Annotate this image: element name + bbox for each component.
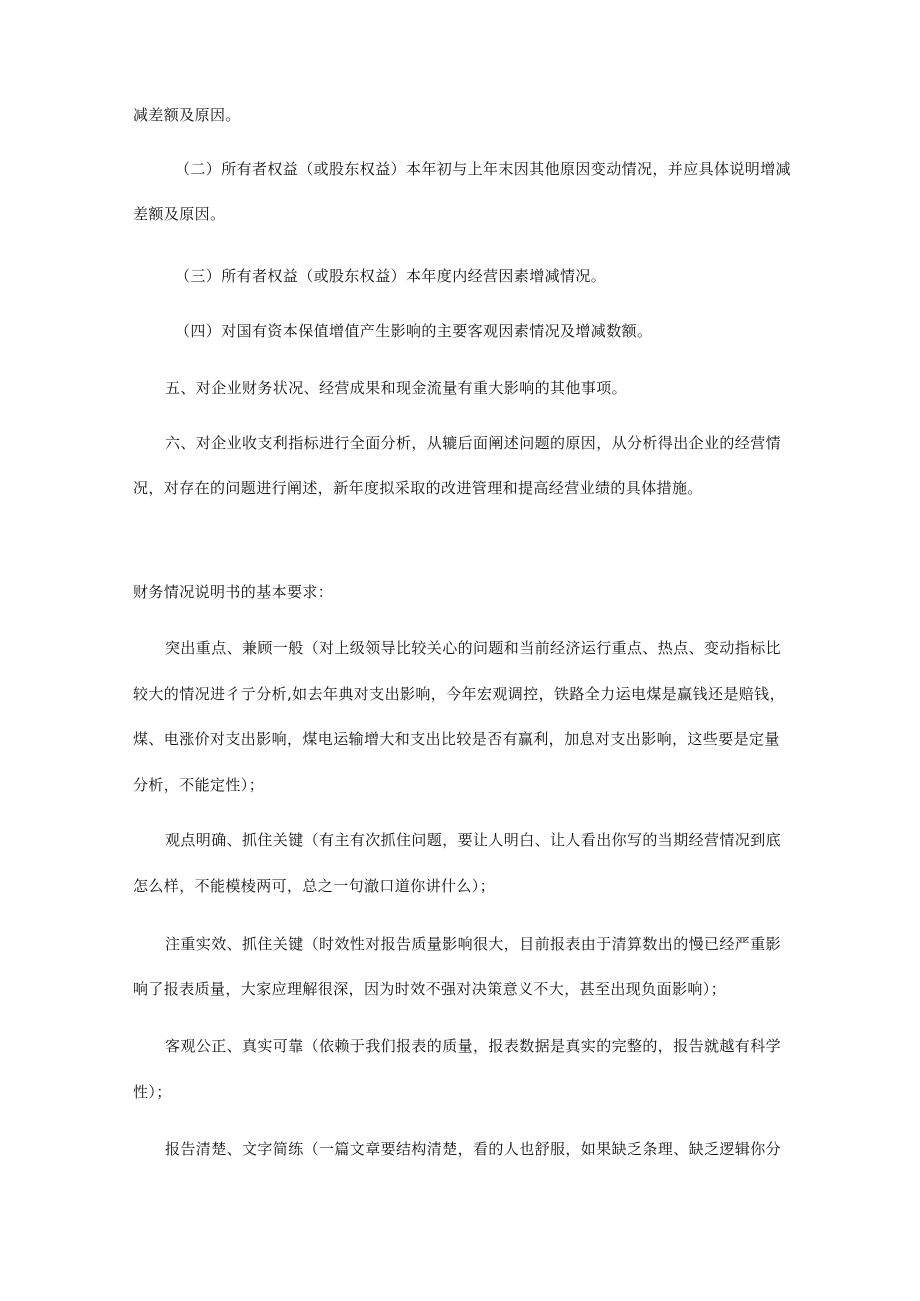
text-line-2: （二）所有者权益（或股东权益）本年初与上年末因其他原因变动情况，并应具体说明增减 <box>175 160 792 178</box>
text-line-7: 六、对企业收支利指标进行全面分析，从辘后面阐述问题的原因，从分析得出企业的经营情 <box>165 434 782 452</box>
text-line-1: 减差额及原因。 <box>133 106 241 124</box>
text-line-12: 煤、电涨价对支出影响，煤电运输增大和支出比较是否有赢利，加息对支出影响，这些要是定量 <box>133 730 780 748</box>
text-line-18: 客观公正、真实可靠（依赖于我们报表的质量，报表数据是真实的完整的，报告就越有科学 <box>165 1037 782 1055</box>
text-line-14: 观点明确、抓住关键（有主有次抓住问题，要让人明白、让人看出你写的当期经营情况到底 <box>165 831 782 849</box>
section-heading: 财务情况说明书的基本要求： <box>133 583 334 601</box>
text-line-11: 较大的情况进彳亍分析,如去年典对支出影响，今年宏观调控，铁路全力运电煤是赢钱还是赔钱， <box>133 685 785 703</box>
text-line-10: 突出重点、兼顾一般（对上级领导比较关心的问题和当前经济运行重点、热点、变动指标比 <box>165 639 782 657</box>
text-line-20: 报告清楚、文字简练（一篇文章要结构清楚，看的人也舒服，如果缺乏条理、缺乏逻辑你分 <box>165 1140 782 1158</box>
text-line-16: 注重实效、抓住关键（时效性对报告质量影响很大，目前报表由于清算数出的慢已经严重影 <box>165 935 782 953</box>
text-line-3: 差额及原因。 <box>133 205 226 223</box>
text-line-6: 五、对企业财务状况、经营成果和现金流量有重大影响的其他事项。 <box>165 379 628 397</box>
text-line-13: 分析，不能定性）； <box>133 776 265 794</box>
text-line-17: 响了报表质量，大家应理解很深，因为时效不强对决策意义不大，甚至出现负面影响）； <box>133 980 727 998</box>
text-line-19: 性）； <box>133 1083 172 1101</box>
text-line-8: 况，对存在的问题进行阐述，新年度拟采取的改进管理和提高经营业绩的具体措施。 <box>133 479 703 497</box>
text-line-5: （四）对国有资本保值增值产生影响的主要客观因素情况及增减数额。 <box>175 322 653 340</box>
text-line-15: 怎么样，不能模棱两可，总之一句澈口道你讲什么）； <box>133 877 496 895</box>
text-line-4: （三）所有者权益（或股东权益）本年度内经营因素增减情况。 <box>175 267 607 285</box>
